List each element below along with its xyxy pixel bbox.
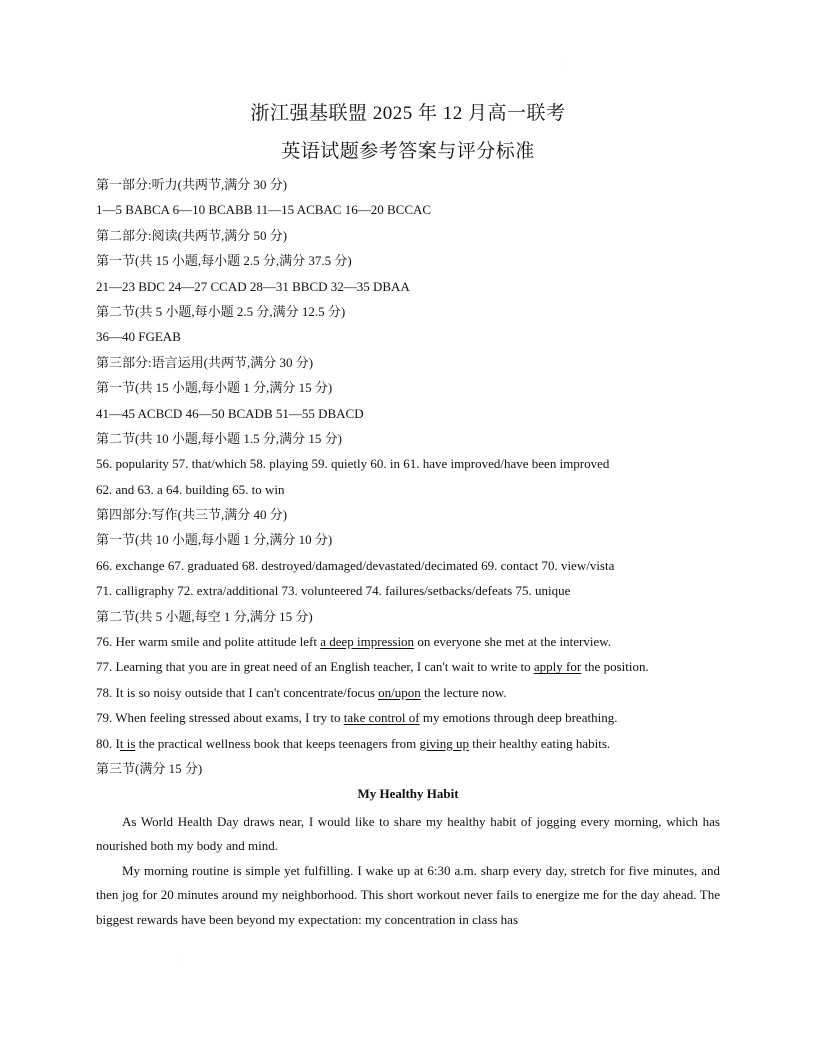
sentence-78: 78. It is so noisy outside that I can't concentrate/focus on/upon the lecture now. (96, 684, 507, 700)
part2-heading: 第二部分:阅读(共两节,满分 50 分) (96, 227, 288, 243)
answer-80a: t is (119, 735, 136, 751)
answer-76: a deep impression (320, 634, 415, 650)
answer-78: on/upon (378, 684, 421, 700)
part1-answers: 1—5 BABCA 6—10 BCABB 11—15 ACBAC 16—20 BCCAC (96, 202, 432, 218)
part4-sec3-heading: 第三节(满分 15 分) (96, 760, 203, 776)
answer-79: take control of (343, 710, 420, 726)
part3-sec2-line1: 56. popularity 57. that/which 58. playing 59. quietly 60. in 61. have improved/have been improved (96, 456, 610, 472)
part2-sec1-answers: 21—23 BDC 24—27 CCAD 28—31 BBCD 32—35 DBAA (96, 278, 410, 294)
page-title: 浙江强基联盟 2025 年 12 月高一联考 (250, 103, 566, 124)
answer-key-body (96, 172, 736, 781)
essay-title: My Healthy Habit (357, 786, 459, 801)
part3-sec1-heading: 第一节(共 15 小题,每小题 1 分,满分 15 分) (96, 380, 333, 396)
part4-sec1-line1: 66. exchange 67. graduated 68. destroyed/damaged/devastated/decimated 69. contact 70. view/vista (96, 557, 615, 573)
speck-mark: · (178, 958, 180, 964)
speck-mark: · (562, 62, 564, 68)
page-subtitle: 英语试题参考答案与评分标准 (281, 141, 535, 162)
part3-sec2-line2: 62. and 63. a 64. building 65. to win (96, 481, 285, 497)
sentence-77: 77. Learning that you are in great need of an English teacher, I can't wait to write to apply for the position. (96, 659, 649, 675)
part4-sec1-heading: 第一节(共 10 小题,每小题 1 分,满分 10 分) (96, 532, 333, 548)
part4-heading: 第四部分:写作(共三节,满分 40 分) (96, 507, 288, 523)
part3-sec1-answers: 41—45 ACBCD 46—50 BCADB 51—55 DBACD (96, 405, 364, 421)
part1-heading: 第一部分:听力(共两节,满分 30 分) (96, 177, 288, 192)
part2-sec1-heading: 第一节(共 15 小题,每小题 2.5 分,满分 37.5 分) (96, 253, 352, 269)
sentence-79: 79. When feeling stressed about exams, I try to take control of my emotions through deep breathing. (96, 710, 618, 726)
part4-sec1-line2: 71. calligraphy 72. extra/additional 73. volunteered 74. failures/setbacks/defeats 75. unique (96, 583, 571, 599)
essay-body (96, 810, 720, 932)
answer-77: apply for (533, 659, 582, 675)
sentence-80: 80. It is the practical wellness book that keeps teenagers from giving up their healthy eating habits. (96, 735, 611, 751)
part3-sec2-heading: 第二节(共 10 小题,每小题 1.5 分,满分 15 分) (96, 430, 342, 446)
part3-heading: 第三部分:语言运用(共两节,满分 30 分) (96, 354, 314, 370)
sentence-76: 76. Her warm smile and polite attitude left a deep impression on everyone she met at the interview. (96, 634, 612, 650)
essay-paragraph-1: As World Health Day draws near, I would like to share my healthy habit of jogging every morning, which has nourished both my body and mind. (96, 814, 720, 854)
part2-sec2-answers: 36—40 FGEAB (96, 329, 181, 345)
essay-paragraph-2: My morning routine is simple yet fulfilling. I wake up at 6:30 a.m. sharp every day, stretch for five minutes, and then jog for 20 minutes around my neighborhood. This short workout never fails to energize me for the day ahead. The biggest rewards have been beyond my expectation: my concentration in class has (96, 862, 720, 927)
answer-80b: giving up (419, 735, 469, 751)
part2-sec2-heading: 第二节(共 5 小题,每小题 2.5 分,满分 12.5 分) (96, 303, 346, 319)
part4-sec2-heading: 第二节(共 5 小题,每空 1 分,满分 15 分) (96, 608, 313, 624)
